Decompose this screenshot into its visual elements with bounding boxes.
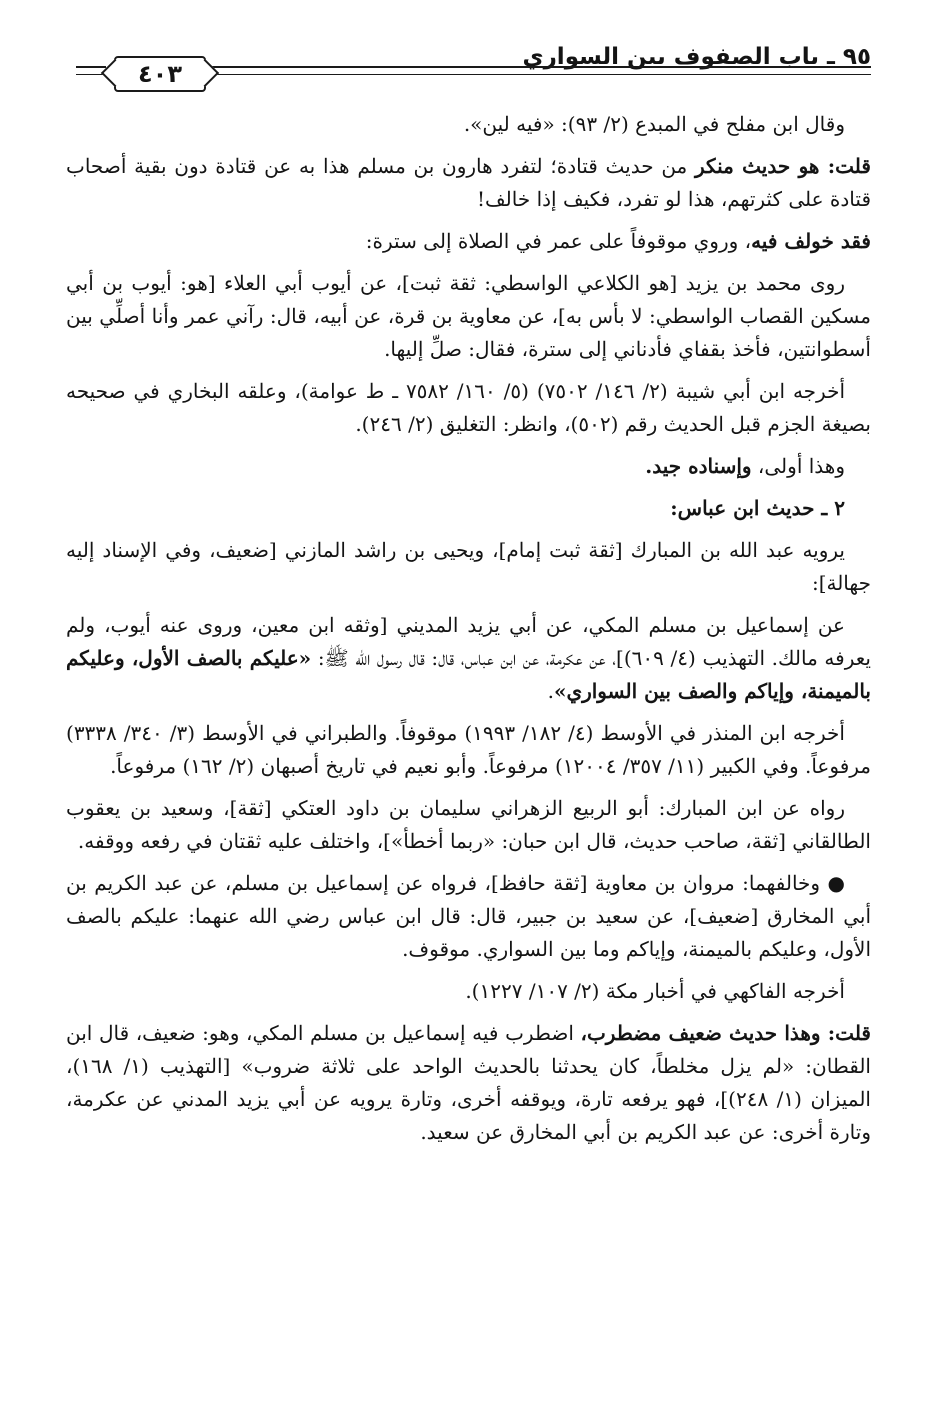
- text-segment: أخرجه الفاكهي في أخبار مكة (٢/ ١٠٧/ ١٢٢٧).: [465, 979, 845, 1003]
- paragraph: [66, 492, 871, 525]
- running-title: ٩٥ ـ باب الصفوف بين السواري: [522, 44, 871, 70]
- text-segment: يرويه عبد الله بن المبارك [ثقة ثبت إمام]، ويحيى بن راشد المازني [ضعيف، وفي الإسناد إليه جهالة]:: [66, 538, 871, 595]
- text-segment: وقال ابن مفلح في المبدع (٢/ ٩٣): «فيه لين».: [463, 112, 845, 136]
- text-segment: أخرجه ابن المنذر في الأوسط (٤/ ١٨٢/ ١٩٩٣) موقوفاً. والطبراني في الأوسط (٣/ ٣٤٠/ ٣٣٣٨) مرفوعاً. وفي الكبير (١١/ ٣٥٧/ ١٢٠٠٤) مرفوعاً. وأبو نعيم في تاريخ أصبهان (٢/ ١٦٢) مرفوعاً.: [66, 721, 871, 778]
- page-header: [62, 36, 871, 100]
- bold-text: قلت: هو حديث منكر: [695, 154, 871, 178]
- text-segment: ● وخالفهما: مروان بن معاوية [ثقة حافظ]، فرواه عن إسماعيل بن مسلم، عن عبد الكريم بن أبي المخارق [ضعيف]، عن سعيد بن جبير، قال: قال ابن عباس رضي الله عنهما: عليكم بالصف الأول، وعليكم بالميمنة، وإياكم وما بين السواري. موقوف.: [66, 871, 871, 961]
- text-segment: عن إسماعيل بن مسلم المكي، عن أبي يزيد المديني [وثقه ابن معين، وروى عنه أيوب، ولم يعرفه مالك. التهذيب (٤/ ٦٠٩)]، عن عكرمة، عن ابن عباس، قال: قال رسول الله ﷺ:: [66, 613, 871, 670]
- paragraph: [66, 717, 871, 783]
- text-segment: روى محمد بن يزيد [هو الكلاعي الواسطي: ثقة ثبت]، عن أيوب أبي العلاء [هو: أيوب بن أبي مسكين القصاب الواسطي: لا بأس به]، عن معاوية بن قرة، عن أبيه، قال: رآني عمر وأنا أصلِّي بين أسطوانتين، فأخذ بقفاي فأدناني إلى سترة، فقال: صلِّ إليها.: [66, 271, 871, 361]
- paragraph: [66, 450, 871, 483]
- bold-text: «عليكم بالصف الأول، وعليكم بالميمنة، وإياكم والصف بين السواري»: [66, 646, 871, 703]
- paragraph: [66, 375, 871, 441]
- text-segment: من حديث قتادة؛ لتفرد هارون بن مسلم هذا به عن قتادة دون بقية أصحاب قتادة على كثرتهم، هذا لو تفرد، فكيف إذا خالف!: [66, 154, 871, 211]
- paragraph: [66, 225, 871, 258]
- paragraph: [66, 267, 871, 366]
- text-segment: .: [547, 679, 554, 703]
- paragraph: [66, 609, 871, 708]
- text-segment: وهذا أولى،: [751, 454, 845, 478]
- paragraph: [66, 1017, 871, 1149]
- paragraph: [66, 108, 871, 141]
- header-rule-thin: [207, 74, 871, 75]
- paragraph: [66, 975, 871, 1008]
- paragraph: [66, 150, 871, 216]
- page-number: ٤٠٣: [138, 60, 182, 88]
- text-segment: رواه عن ابن المبارك: أبو الربيع الزهراني سليمان بن داود العتكي [ثقة]، وسعيد بن يعقوب الطالقاني [ثقة، صاحب حديث، قال ابن حبان: «ربما أخطأ»]، واختلف عليه ثقتان في رفعه ووقفه.: [66, 796, 871, 853]
- paragraph: [66, 867, 871, 966]
- header-rule: [207, 66, 871, 68]
- header-rule-left: [76, 66, 106, 68]
- bold-text: قلت: وهذا حديث ضعيف مضطرب،: [580, 1021, 871, 1045]
- bold-text: فقد خولف فيه: [751, 229, 871, 253]
- text-segment: ، وروي موقوفاً على عمر في الصلاة إلى سترة:: [365, 229, 752, 253]
- paragraph: [66, 792, 871, 858]
- bold-text: ٢ ـ حديث ابن عباس:: [670, 496, 845, 520]
- page-number-badge: [114, 56, 206, 92]
- paragraph: [66, 534, 871, 600]
- text-segment: أخرجه ابن أبي شيبة (٢/ ١٤٦/ ٧٥٠٢) (٥/ ١٦٠/ ٧٥٨٢ ـ ط عوامة)، وعلقه البخاري في صحيحه بصيغة الجزم قبل الحديث رقم (٥٠٢)، وانظر: التغليق (٢/ ٢٤٦).: [66, 379, 871, 436]
- text-segment: اضطرب فيه إسماعيل بن مسلم المكي، وهو: ضعيف، قال ابن القطان: «لم يزل مخلطاً، كان يحدثنا بالحديث الواحد على ثلاثة ضروب» [التهذيب (١/ ١٦٨)، الميزان (١/ ٢٤٨)]، فهو يرفعه تارة، ويوقفه أخرى، وتارة يرويه عن أبي يزيد المدني عن عكرمة، وتارة أخرى: عن عبد الكريم بن أبي المخارق عن سعيد.: [66, 1021, 871, 1144]
- body-text: [66, 108, 871, 1158]
- bold-text: وإسناده جيد.: [645, 454, 752, 478]
